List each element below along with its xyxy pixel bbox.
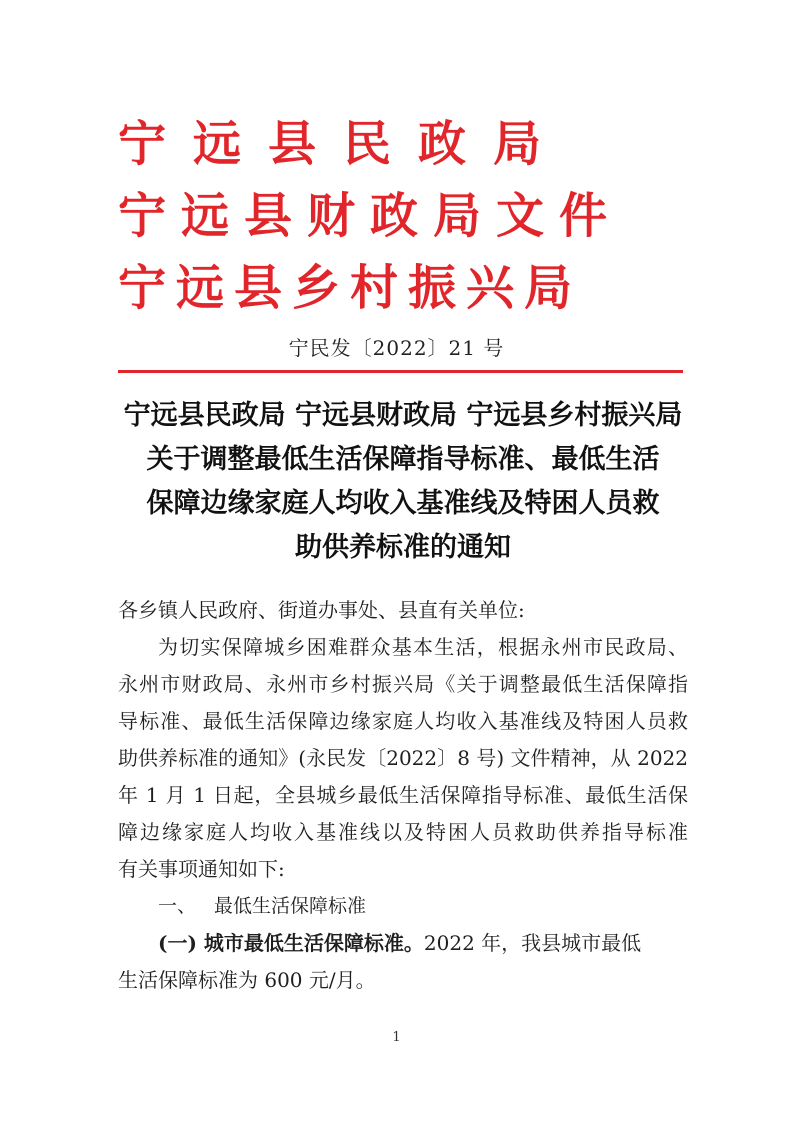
document-body bbox=[118, 592, 688, 999]
paragraph-line: 年 1 月 1 日起，全县城乡最低生活保障指导标准、最低生活保 bbox=[118, 783, 688, 807]
title-line: 宁远县民政局 宁远县财政局 宁远县乡村振兴局 bbox=[123, 400, 683, 431]
document-title bbox=[108, 394, 698, 570]
section-title: 最低生活保障标准 bbox=[214, 895, 367, 917]
paragraph-line: 永州市财政局、永州市乡村振兴局《关于调整最低生活保障指 bbox=[118, 672, 688, 696]
paragraph-line: 导标准、最低生活保障边缘家庭人均收入基准线及特困人员救 bbox=[118, 709, 688, 733]
paragraph-line: 生活保障标准为 600 元/月。 bbox=[118, 968, 376, 992]
red-divider bbox=[118, 370, 683, 373]
addressee: 各乡镇人民政府、街道办事处、县直有关单位: bbox=[118, 598, 525, 622]
subsection-label: (一) 城市最低生活保障标准。 bbox=[158, 931, 424, 955]
section-number: 一、 bbox=[158, 895, 197, 917]
issuer-line-civil-affairs: 宁远县民政局 bbox=[118, 116, 569, 172]
paragraph-line: 有关事项通知如下: bbox=[118, 857, 285, 881]
document-number: 宁民发〔2022〕21 号 bbox=[288, 336, 505, 360]
subsection-text: 2022 年，我县城市最低 bbox=[423, 931, 642, 955]
section-heading bbox=[118, 888, 688, 925]
subsection-line bbox=[118, 925, 688, 962]
page-number: 1 bbox=[392, 1030, 401, 1045]
paragraph-line: 助供养标准的通知》(永民发〔2022〕8 号) 文件精神，从 2022 bbox=[118, 746, 688, 770]
issuer-line-finance: 宁远县财政局文件 bbox=[118, 188, 623, 244]
issuer-line-rural-revitalization: 宁远县乡村振兴局 bbox=[118, 260, 583, 316]
paragraph-line: 障边缘家庭人均收入基准线以及特困人员救助供养指导标准 bbox=[118, 820, 688, 844]
title-line: 保障边缘家庭人均收入基准线及特困人员救 bbox=[146, 488, 660, 519]
title-line: 助供养标准的通知 bbox=[295, 532, 511, 563]
paragraph-line: 为切实保障城乡困难群众基本生活，根据永州市民政局、 bbox=[158, 635, 688, 659]
issuer-header bbox=[118, 108, 698, 324]
title-line: 关于调整最低生活保障指导标准、最低生活 bbox=[146, 444, 660, 475]
